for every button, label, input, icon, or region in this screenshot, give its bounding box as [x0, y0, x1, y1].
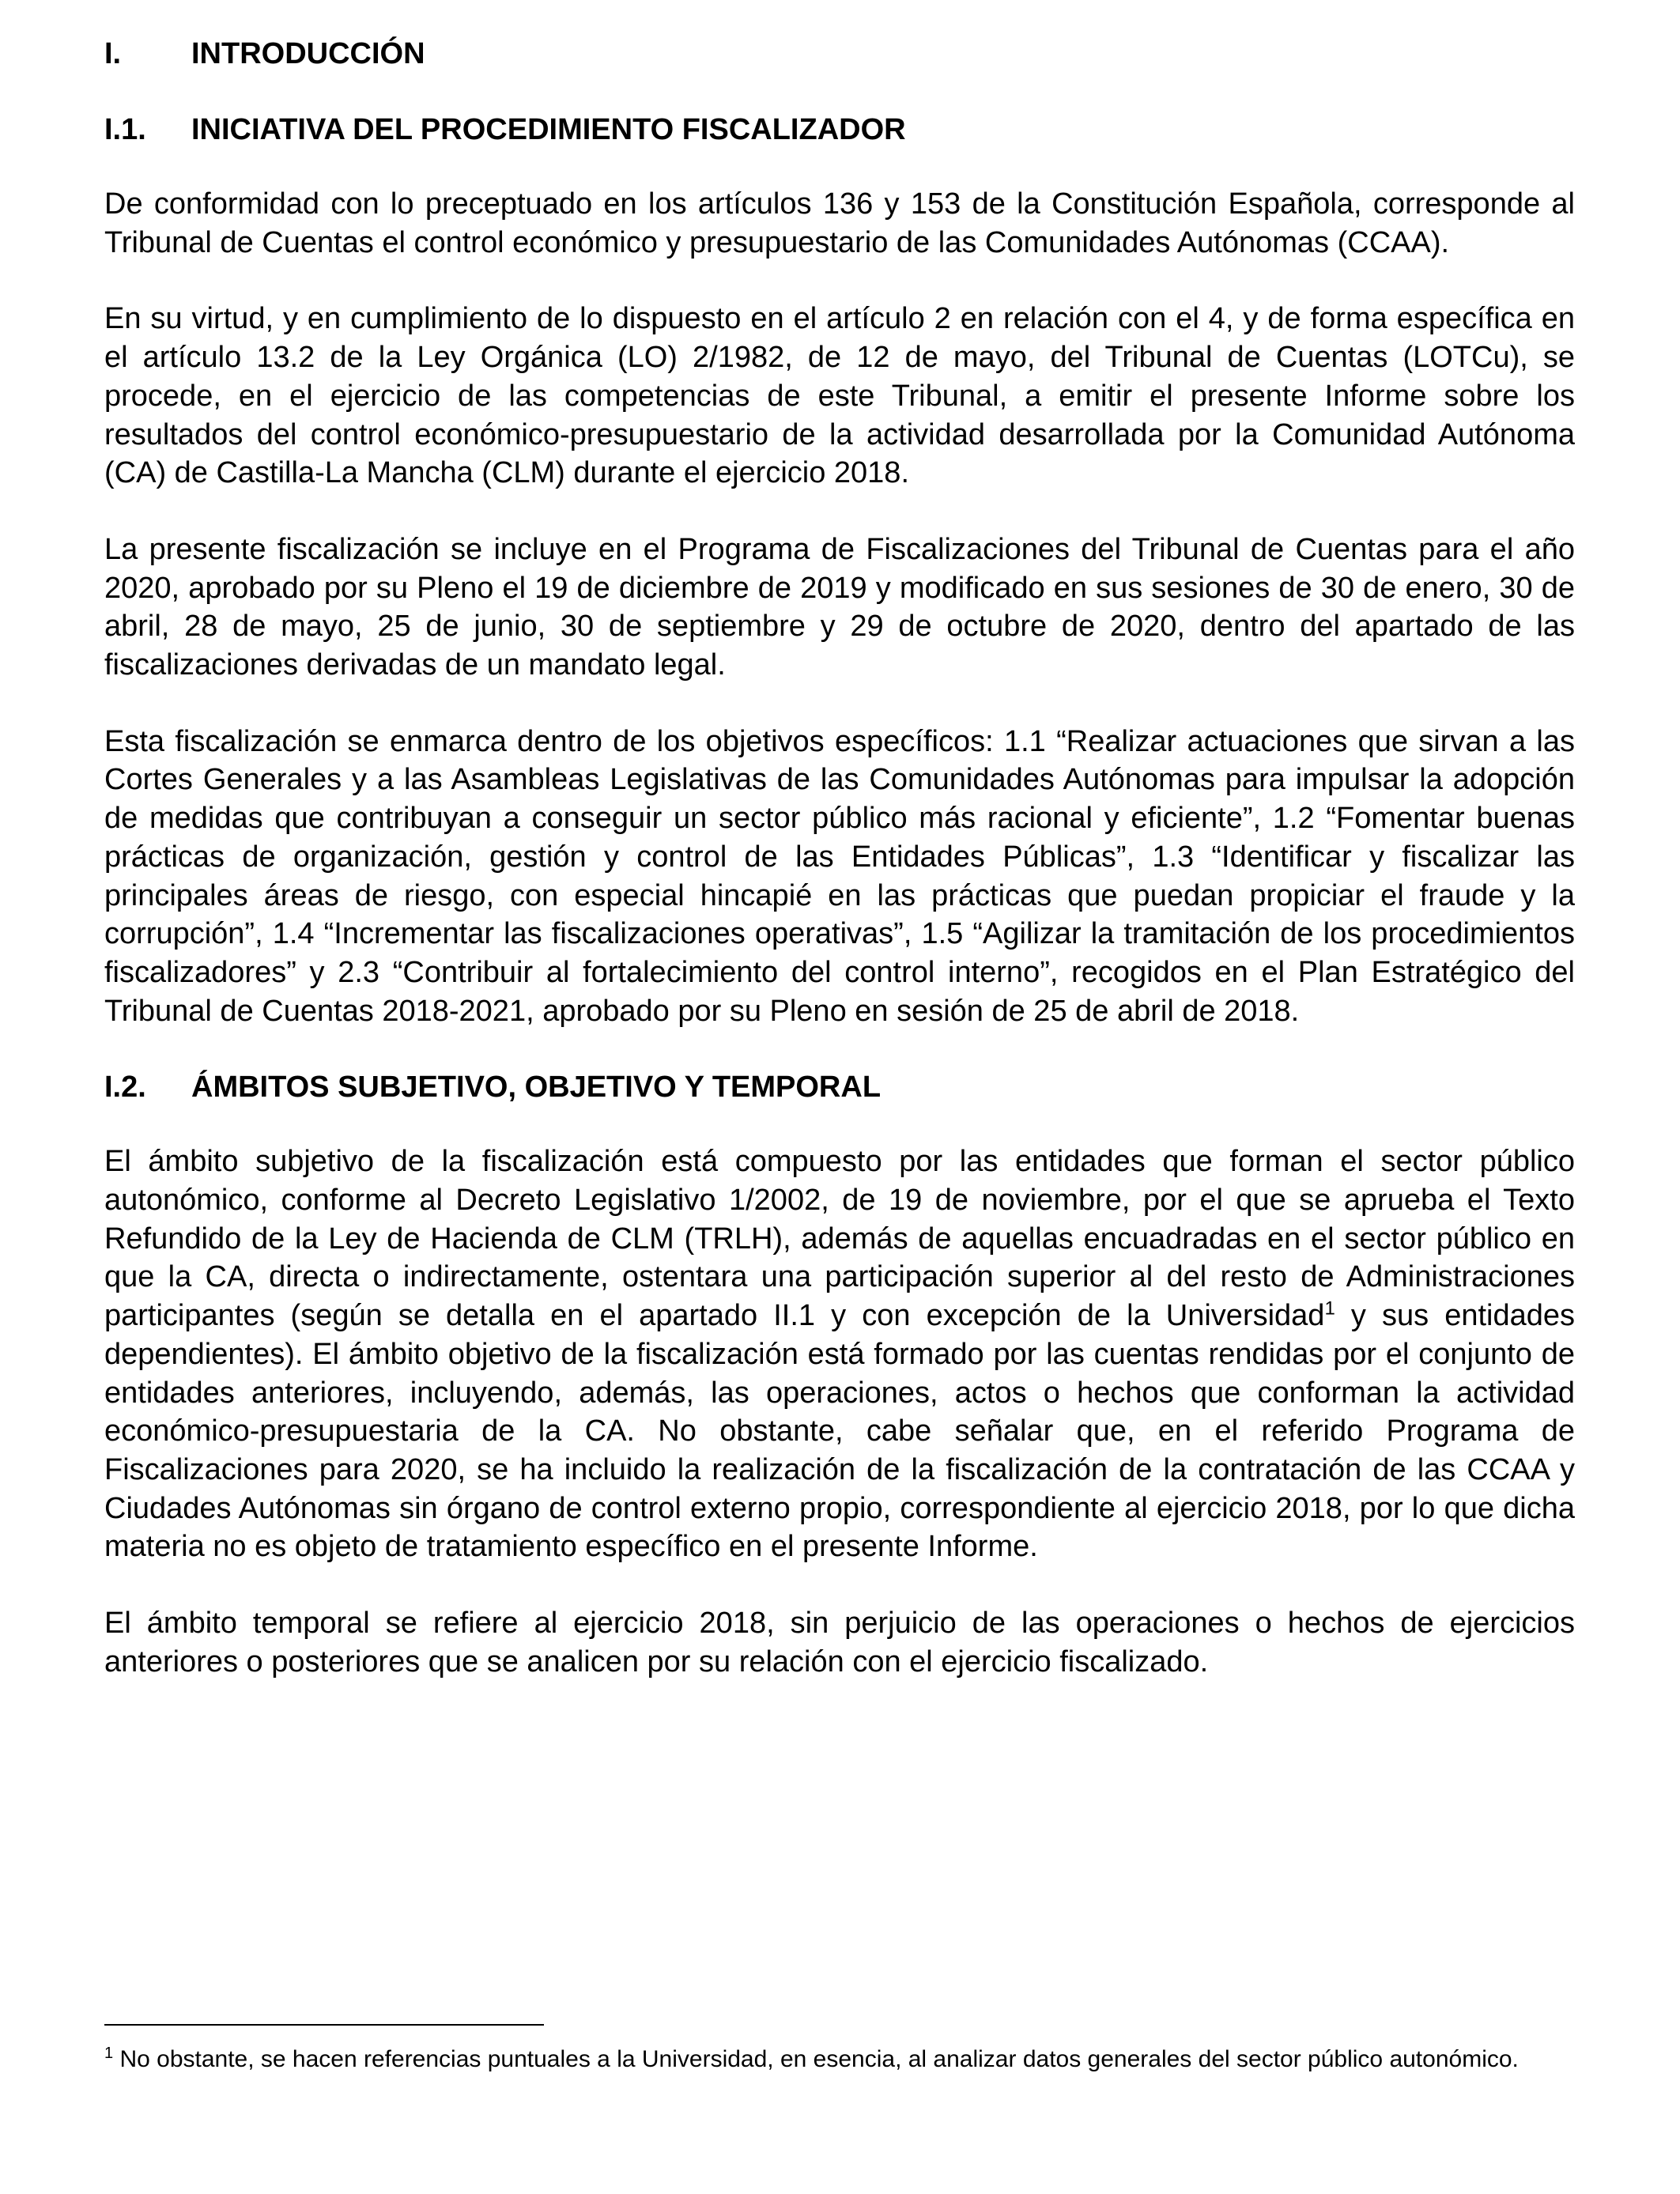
paragraph-ambito-subjetivo	[104, 1142, 1575, 1566]
footnote-reference[interactable]: 1	[1324, 1297, 1335, 1320]
paragraph-virtud: En su virtud, y en cumplimiento de lo dispuesto en el artículo 2 en relación con el 4, y de forma específica en el artículo 13.2 de la Ley Orgánica (LO) 2/1982, de 12 de mayo, del Tribunal de Cuentas (LOTCu), se procede, en el ejercicio de las competencias de este Tribunal, a emitir el presente Informe sobre los resultados del control económico-presupuestario de la actividad desarrollada por la Comunidad Autónoma (CA) de Castilla-La Mancha (CLM) durante el ejercicio 2018.	[104, 302, 1575, 490]
subsection-number: I.1.	[104, 113, 146, 146]
section-number: I.	[104, 37, 122, 70]
subsection-heading-iniciativa	[104, 111, 1575, 149]
footnote-marker: 1	[104, 2045, 114, 2062]
paragraph-objetivos: Esta fiscalización se enmarca dentro de los objetivos específicos: 1.1 “Realizar actuaciones que sirvan a las Cortes Generales y a las Asambleas Legislativas de las Comunidades Autónomas para impulsar la adopción de medidas que contribuyan a conseguir un sector público más racional y eficiente”, 1.2 “Fomentar buenas prácticas de organización, gestión y control de las Entidades Públicas”, 1.3 “Identificar y fiscalizar las principales áreas de riesgo, con especial hincapié en las prácticas que puedan propiciar el fraude y la corrupción”, 1.4 “Incrementar las fiscalizaciones operativas”, 1.5 “Agilizar la tramitación de los procedimientos fiscalizadores” y 2.3 “Contribuir al fortalecimiento del control interno”, recogidos en el Plan Estratégico del Tribunal de Cuentas 2018-2021, aprobado por su Pleno en sesión de 25 de abril de 2018.	[104, 724, 1575, 1028]
paragraph-ambito-temporal: El ámbito temporal se refiere al ejercicio 2018, sin perjuicio de las operaciones o hechos de ejercicios anteriores o posteriores que se analicen por su relación con el ejercicio fiscalizado.	[104, 1607, 1575, 1679]
subsection-number: I.2.	[104, 1071, 146, 1105]
paragraph-text-part: y sus entidades dependientes). El ámbito objetivo de la fiscalización está formado por las cuentas rendidas por el conjunto de entidades anteriores, incluyendo, además, las operaciones, actos o hechos que conforman la actividad económico-presupuestaria de la CA. No obstante, cabe señalar que, en el referido Programa de Fiscalizaciones para 2020, se ha incluido la realización de la fiscalización de la contratación de las CCAA y Ciudades Autónomas sin órgano de control externo propio, correspondiente al ejercicio 2018, por lo que dicha materia no es objeto de tratamiento específico en el presente Informe.	[104, 1299, 1576, 1564]
document-page	[104, 35, 1575, 1720]
section-title: INTRODUCCIÓN	[191, 37, 425, 70]
footnote-separator	[104, 2024, 544, 2026]
footnote-text: No obstante, se hacen referencias puntuales a la Universidad, en esencia, al analizar datos generales del sector público autonómico.	[113, 2046, 1519, 2072]
paragraph-programa: La presente fiscalización se incluye en el Programa de Fiscalizaciones del Tribunal de Cuentas para el año 2020, aprobado por su Pleno el 19 de diciembre de 2019 y modificado en sus sesiones de 30 de enero, 30 de abril, 28 de mayo, 25 de junio, 30 de septiembre y 29 de octubre de 2020, dentro del apartado de las fiscalizaciones derivadas de un mandato legal.	[104, 532, 1575, 682]
subsection-heading-ambitos	[104, 1068, 1575, 1106]
section-heading-introduccion	[104, 35, 1575, 73]
subsection-title: INICIATIVA DEL PROCEDIMIENTO FISCALIZADOR	[191, 113, 906, 146]
footnote	[104, 2045, 1575, 2075]
subsection-title: ÁMBITOS SUBJETIVO, OBJETIVO Y TEMPORAL	[191, 1071, 882, 1105]
paragraph-conformidad: De conformidad con lo preceptuado en los artículos 136 y 153 de la Constitución Española, corresponde al Tribunal de Cuentas el control económico y presupuestario de las Comunidades Autónomas (CCAA).	[104, 187, 1575, 259]
paragraph-text-part: El ámbito subjetivo de la fiscalización está compuesto por las entidades que forman el sector público autonómico, conforme al Decreto Legislativo 1/2002, de 19 de noviembre, por el que se aprueba el Texto Refundido de la Ley de Hacienda de CLM (TRLH), además de aquellas encuadradas en el sector público en que la CA, directa o indirectamente, ostentara una participación superior al del resto de Administraciones participantes (según se detalla en el apartado II.1 y con excepción de la Universidad	[104, 1145, 1575, 1333]
